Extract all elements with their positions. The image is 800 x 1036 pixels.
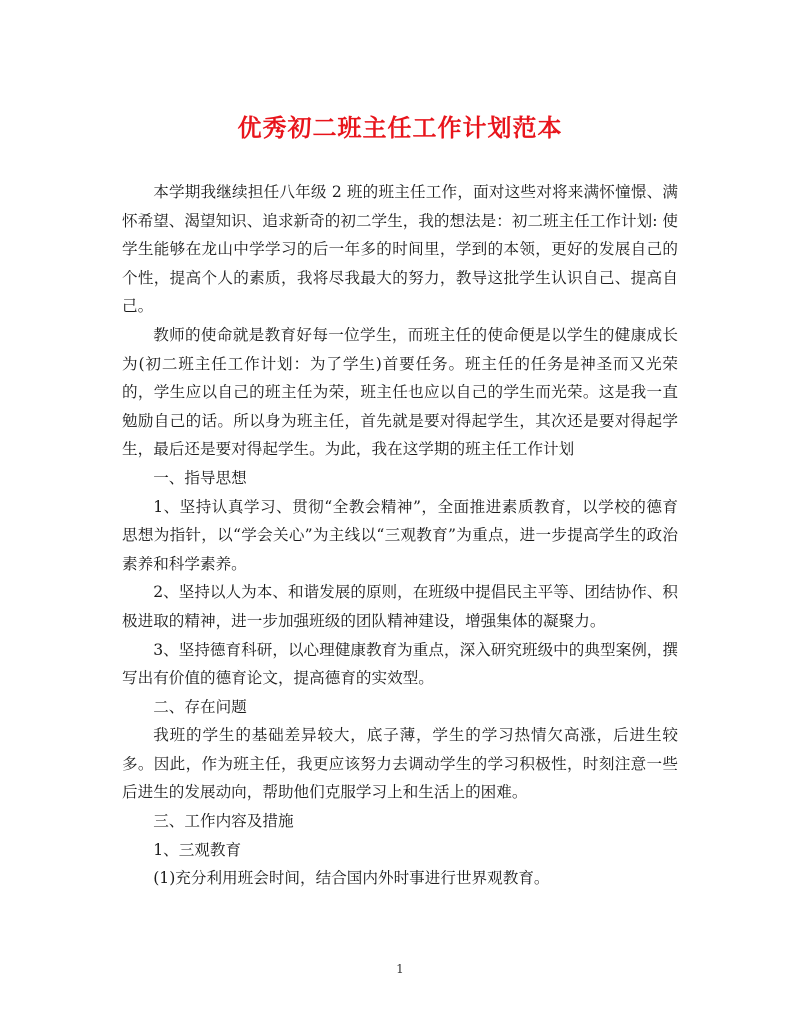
paragraph-three-views-1: (1)充分利用班会时间，结合国内外时事进行世界观教育。 xyxy=(153,869,550,888)
paragraph-guiding-1: 1、坚持认真学习、贯彻“全教会精神”，全面推进素质教育，以学校的德育思想为指针，以“学会关心”为主线以“三观教育”为重点，进一步提高学生的政治素养和科学素养。 xyxy=(122,497,678,573)
document-title: 优秀初二班主任工作计划范本 xyxy=(237,113,563,142)
paragraph-guiding-2: 2、坚持以人为本、和谐发展的原则，在班级中提倡民主平等、团结协作、积极进取的精神，进一步加强班级的团队精神建设，增强集体的凝聚力。 xyxy=(122,583,678,630)
subheading-three-views: 1、三观教育 xyxy=(153,840,242,859)
paragraph-intro: 本学期我继续担任八年级 2 班的班主任工作，面对这些对将来满怀憧憬、满怀希望、渴望知识、追求新奇的初二学生，我的想法是：初二班主任工作计划: 使学生能够在龙山中学学习的后一年多的时间里，学到的本领，更好的发展自己的个性，提高个人的素质，我将尽我最大的努力，教导这批学生认识自己、提高自己。 xyxy=(122,183,678,316)
paragraph-problems: 我班的学生的基础差异较大，底子薄，学生的学习热情欠高涨，后进生较多。因此，作为班主任，我更应该努力去调动学生的学习积极性，时刻注意一些后进生的发展动向，帮助他们克服学习上和生活上的困难。 xyxy=(122,726,678,802)
paragraph-guiding-3: 3、坚持德育科研，以心理健康教育为重点，深入研究班级中的典型案例，撰写出有价值的德育论文，提高德育的实效型。 xyxy=(122,640,678,688)
document-body xyxy=(122,178,678,893)
section-heading-problems: 二、存在问题 xyxy=(153,697,247,716)
page-number: 1 xyxy=(396,962,404,976)
section-heading-work-content: 三、工作内容及措施 xyxy=(153,812,294,831)
paragraph-mission: 教师的使命就是教育好每一位学生，而班主任的使命便是以学生的健康成长为(初二班主任工作计划：为了学生)首要任务。班主任的任务是神圣而又光荣的，学生应以自己的班主任为荣，班主任也应以自己的学生而光荣。这是我一直勉励自己的话。所以身为班主任，首先就是要对得起学生，其次还是要对得起学生，最后还是要对得起学生。为此，我在这学期的班主任工作计划 xyxy=(122,325,678,459)
section-heading-guiding-ideology: 一、指导思想 xyxy=(153,468,247,487)
